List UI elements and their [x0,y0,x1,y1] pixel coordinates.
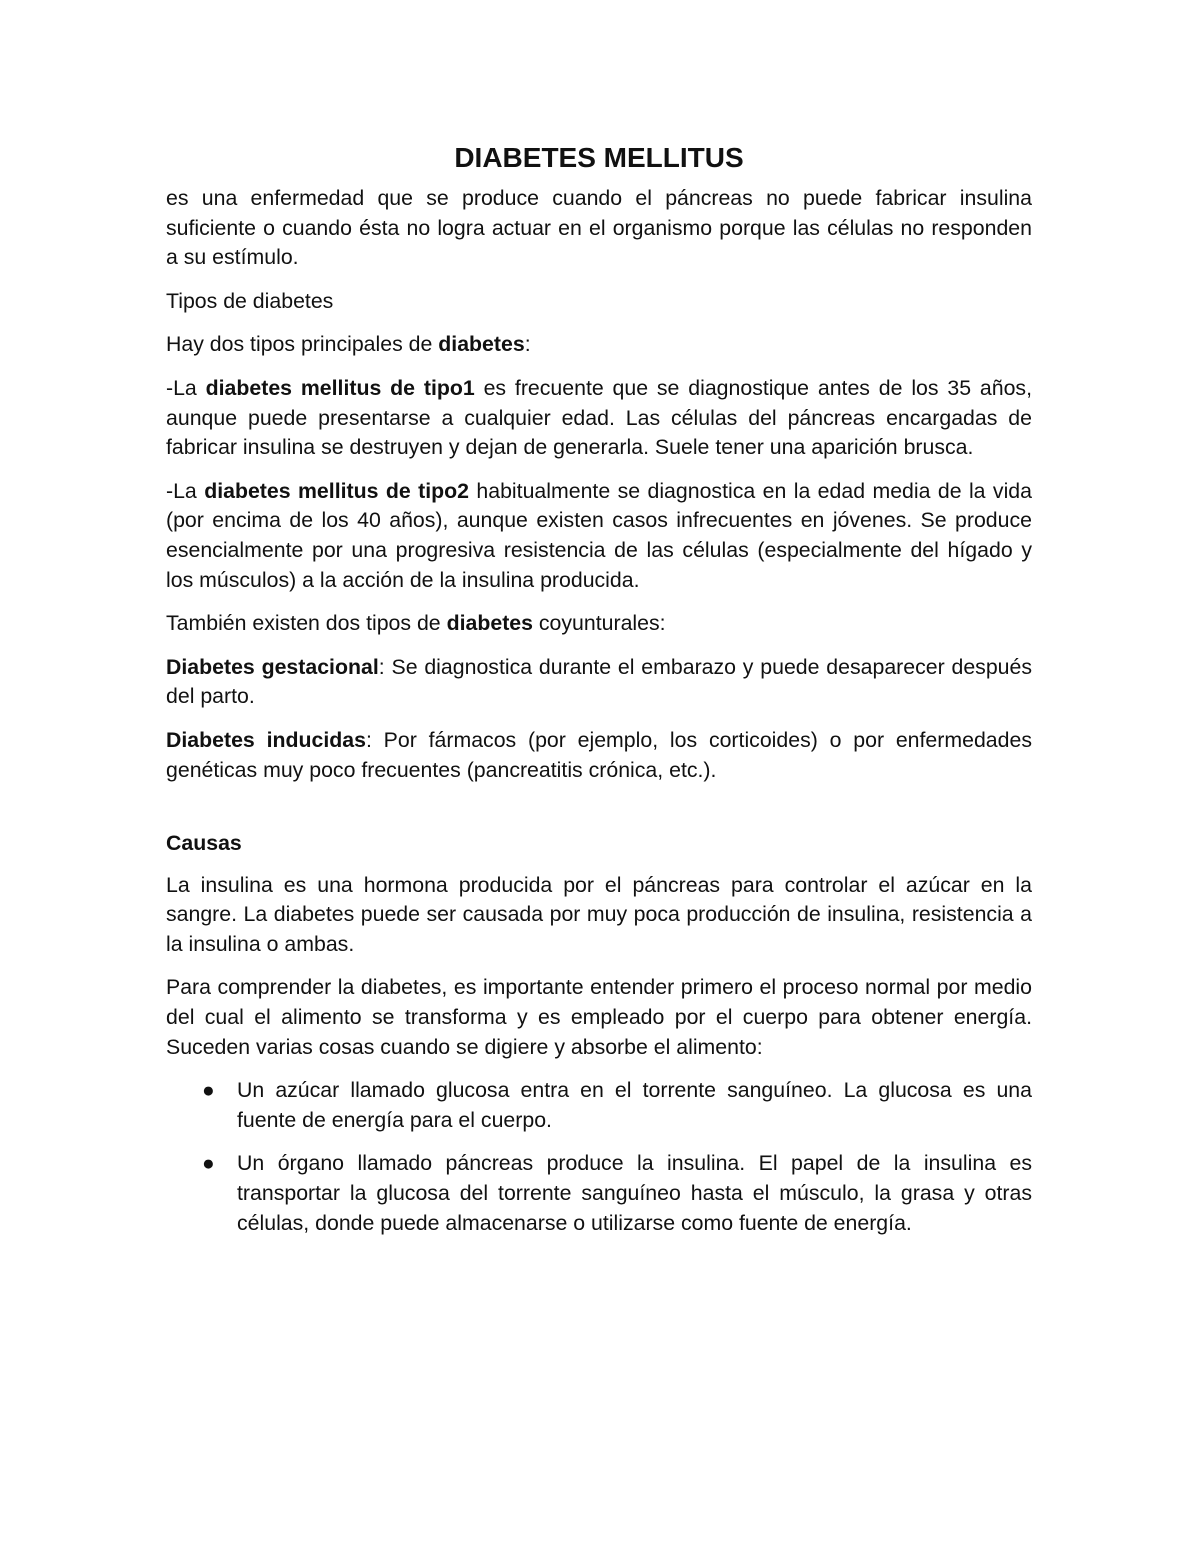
type2-paragraph [166,477,1032,595]
type1-bold: diabetes mellitus de tipo1 [205,375,475,400]
gestational-paragraph [166,653,1032,712]
list-item-text: Un azúcar llamado glucosa entra en el torrente sanguíneo. La glucosa es una fuente de energía para el cuerpo. [237,1078,1032,1132]
type2-text: habitualmente se diagnostica en la edad media de la vida (por encima de los 40 años), aunque existen casos infrecuentes en jóvenes. Se produce esencialmente por una progresiva resistencia de las células (especialmente del hígado y los músculos) a la acción de la insulina producida. [166,478,1032,592]
type1-text: es frecuente que se diagnostique antes de los 35 años, aunque puede presentarse a cualquier edad. Las células del páncreas encargadas de fabricar insulina se destruyen y dejan de generarla. Suele tener una aparición brusca. [166,375,1033,460]
document-title: DIABETES MELLITUS [454,142,744,173]
two-types-text: Hay dos tipos principales de [166,332,439,357]
list-item [166,1149,1032,1238]
also-bold: diabetes [446,611,533,636]
type2-bold: diabetes mellitus de tipo2 [204,478,469,503]
causes-paragraph-1: La insulina es una hormona producida por el páncreas para controlar el azúcar en la sangre. La diabetes puede ser causada por muy poca producción de insulina, resistencia a la insulina o ambas. [166,872,1032,956]
also-text: También existen dos tipos de [166,611,447,636]
two-types-paragraph [166,330,1032,360]
types-heading: Tipos de diabetes [166,288,334,313]
induced-bold: Diabetes inducidas [166,727,366,752]
type2-prefix: -La [166,478,205,503]
bullet-icon: ● [202,1079,215,1103]
bullet-icon: ● [202,1152,215,1176]
document-body [166,140,1032,1252]
type1-paragraph [166,374,1032,463]
list-item-text: Un órgano llamado páncreas produce la insulina. El papel de la insulina es transportar la glucosa del torrente sanguíneo hasta el músculo, la grasa y otras células, donde puede almacenarse o utilizarse como fuente de energía. [237,1151,1032,1235]
causes-bullet-list [166,1076,1032,1238]
causes-paragraph-2: Para comprender la diabetes, es importante entender primero el proceso normal por medio del cual el alimento se transforma y es empleado por el cuerpo para obtener energía. Suceden varias cosas cuando se digiere y absorbe el alimento: [166,975,1032,1059]
also-paragraph [166,609,1032,639]
induced-text: : Por fármacos (por ejemplo, los corticoides) o por enfermedades genéticas muy poco frecuentes (pancreatitis crónica, etc.). [166,727,1032,782]
list-item [166,1076,1032,1135]
two-types-after: : [524,332,531,357]
type1-prefix: -La [166,375,206,400]
gestational-text: : Se diagnostica durante el embarazo y puede desaparecer después del parto. [166,654,1033,709]
gestational-bold: Diabetes gestacional [166,654,379,679]
two-types-bold: diabetes [438,332,525,357]
causes-heading: Causas [166,831,242,856]
induced-paragraph [166,726,1032,785]
intro-paragraph: es una enfermedad que se produce cuando el páncreas no puede fabricar insulina suficiente o cuando ésta no logra actuar en el organismo porque las células no responden a su estímulo. [166,186,1032,270]
also-after: coyunturales: [532,611,666,636]
